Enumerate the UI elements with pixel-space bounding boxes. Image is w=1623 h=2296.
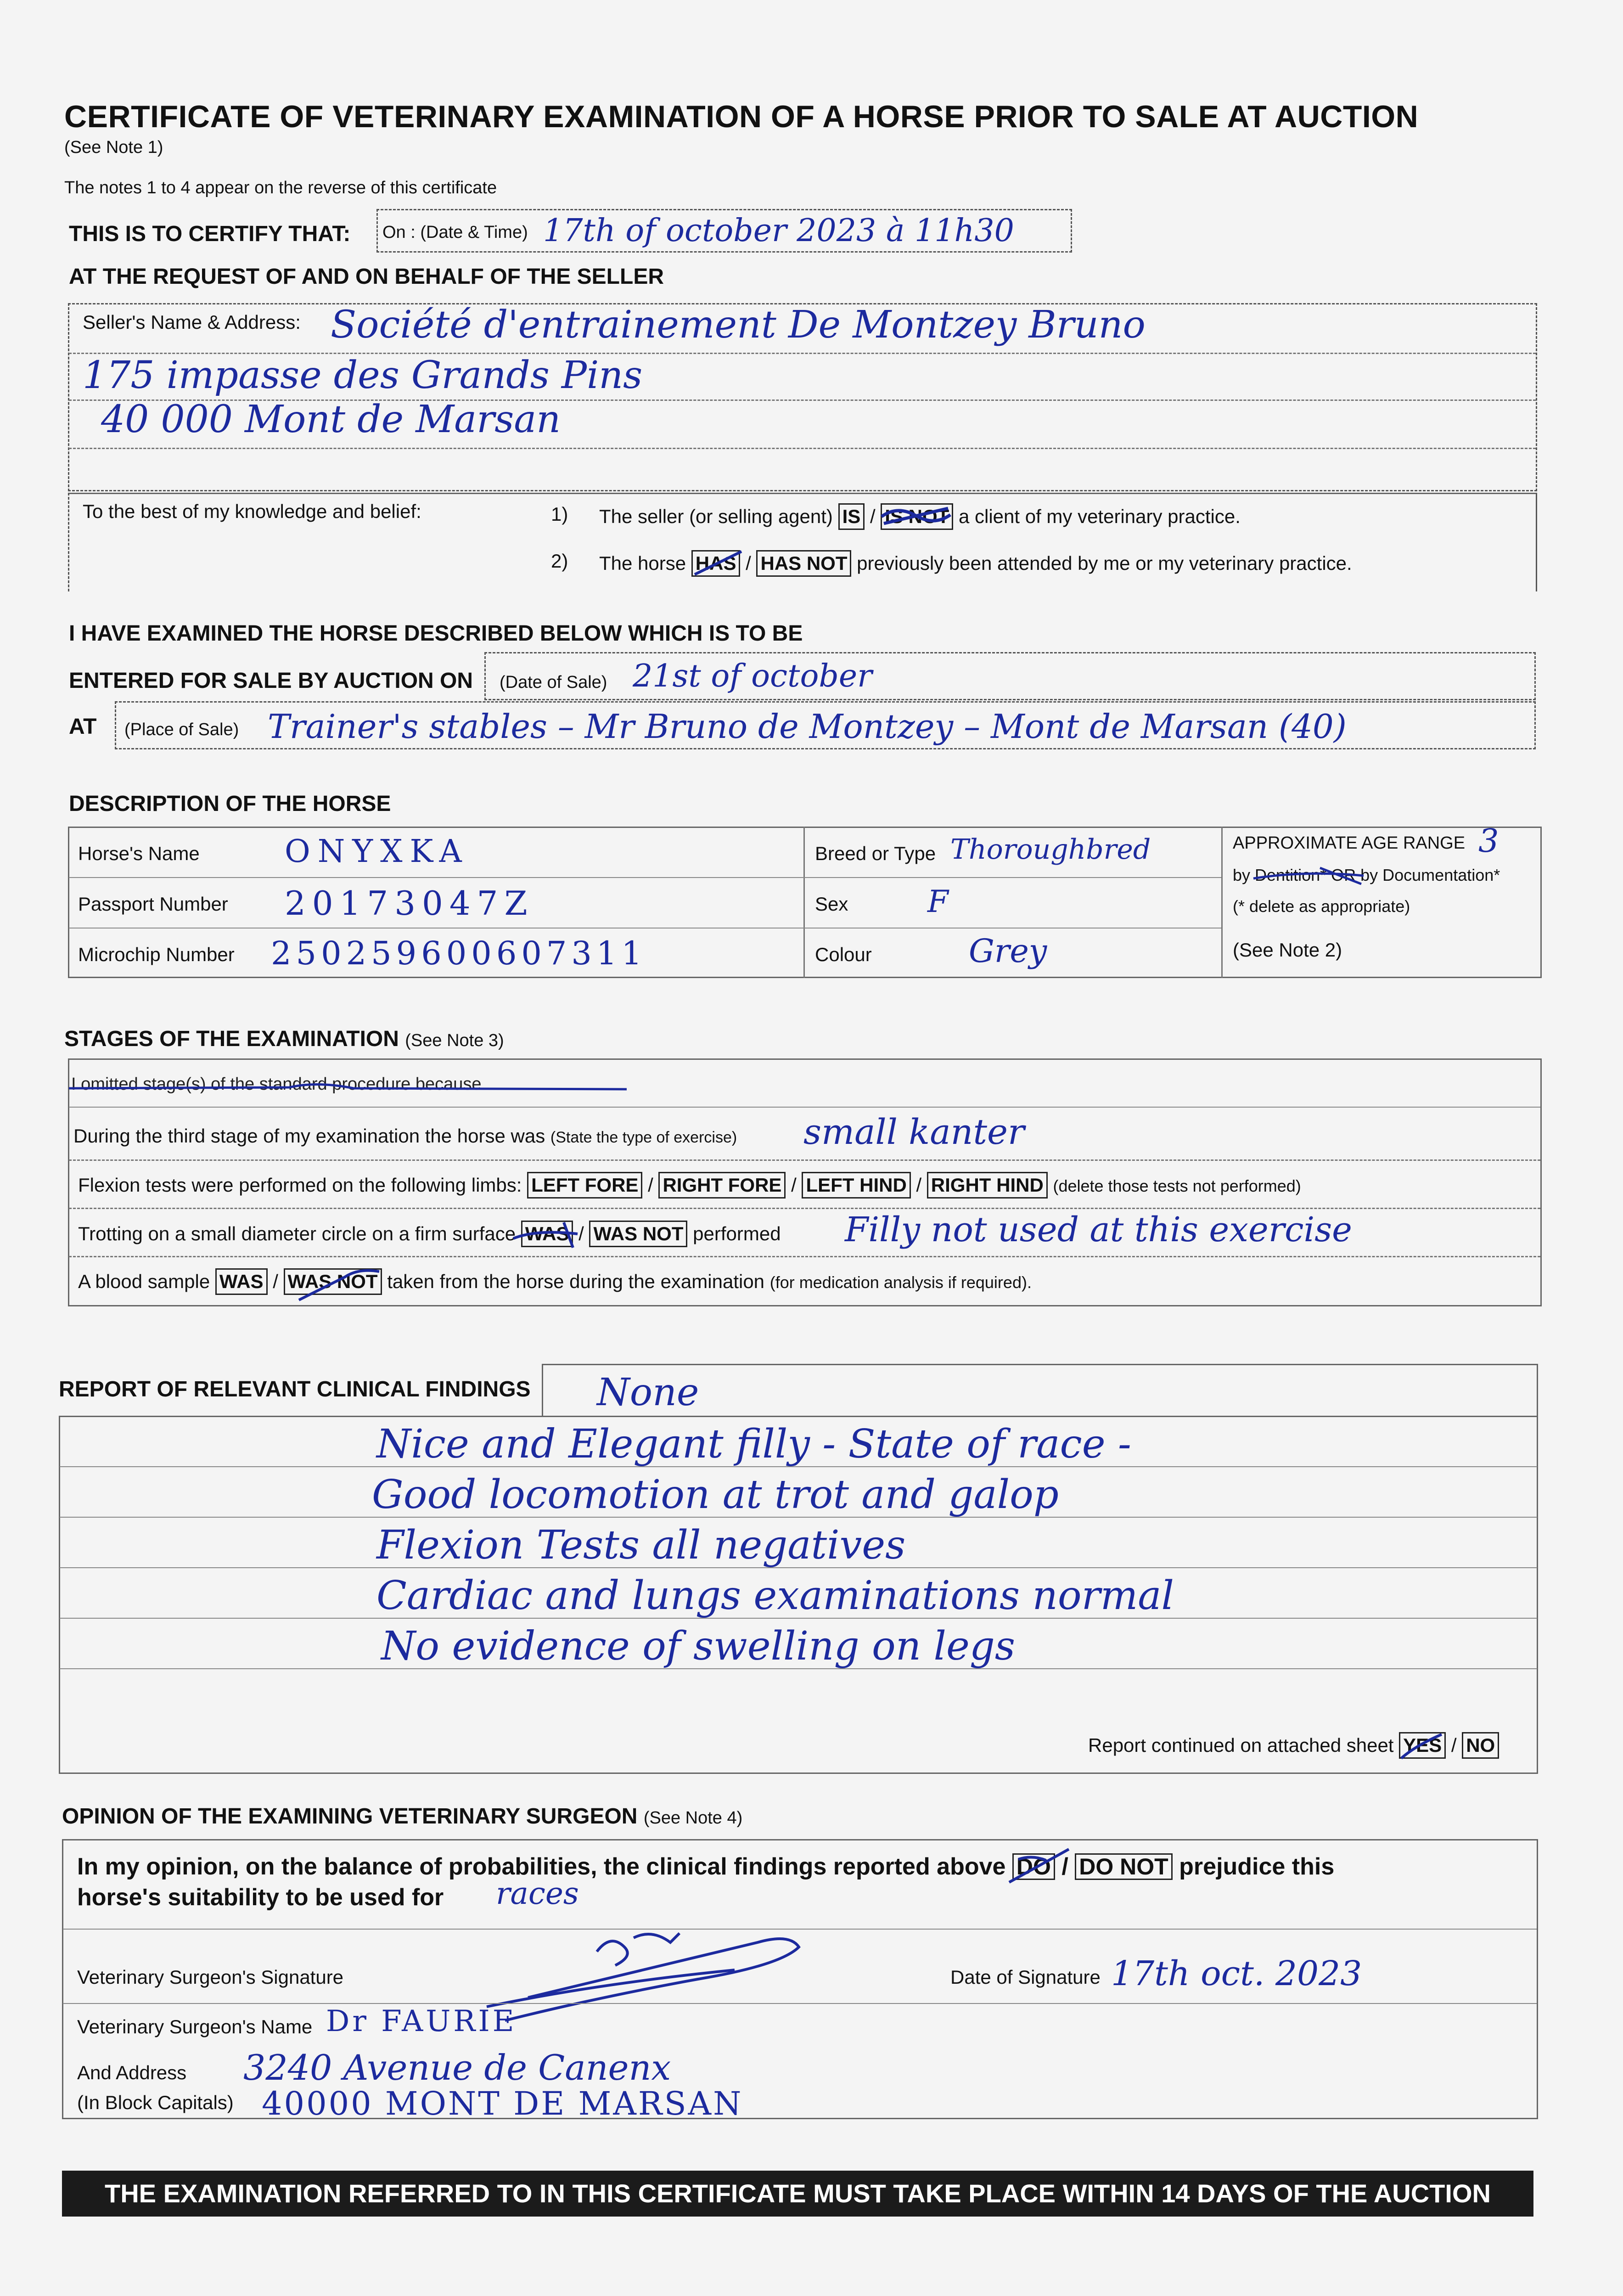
certificate-title: CERTIFICATE OF VETERINARY EXAMINATION OF A HORSE PRIOR TO SALE AT AUCTION bbox=[64, 99, 1419, 134]
blood-was-option[interactable]: WAS bbox=[215, 1268, 268, 1295]
has-option[interactable]: HAS bbox=[691, 550, 741, 577]
flexion-row: Flexion tests were performed on the following limbs: LEFT FORE / RIGHT FORE / LEFT HIND / RIGHT HIND (delete those tests not performed) bbox=[78, 1172, 1301, 1199]
trot-was-not-option[interactable]: WAS NOT bbox=[589, 1221, 687, 1247]
seller-label: Seller's Name & Address: bbox=[83, 311, 301, 333]
blood-row: A blood sample WAS / WAS NOT taken from the horse during the examination (for medication analysis if required). bbox=[78, 1268, 1032, 1295]
strike-icon bbox=[691, 549, 746, 579]
report-line-5: Cardiac and lungs examinations normal bbox=[376, 1573, 1174, 1619]
opinion-text-2: horse's suitability to be used for bbox=[77, 1884, 444, 1911]
see-note-1: (See Note 1) bbox=[64, 138, 163, 157]
age-range-value: 3 bbox=[1478, 822, 1499, 860]
do-not-option[interactable]: DO NOT bbox=[1075, 1853, 1172, 1880]
notes-line: The notes 1 to 4 appear on the reverse of this certificate bbox=[64, 178, 497, 197]
address-line-2: 40000 MONT DE MARSAN bbox=[262, 2085, 743, 2122]
sale-place-label: (Place of Sale) bbox=[124, 720, 239, 739]
report-line-6: No evidence of swelling on legs bbox=[381, 1623, 1016, 1669]
age-range-label: APPROXIMATE AGE RANGE bbox=[1233, 833, 1466, 853]
third-stage-value: small kanter bbox=[803, 1111, 1025, 1152]
strike-icon bbox=[1005, 1846, 1073, 1887]
strike-icon bbox=[1398, 1732, 1443, 1761]
breed-label: Breed or Type bbox=[815, 843, 936, 864]
age-see-note: (See Note 2) bbox=[1233, 939, 1342, 961]
breed-value: Thoroughbred bbox=[950, 833, 1151, 866]
report-continued-row: Report continued on attached sheet YES / NO bbox=[1088, 1732, 1499, 1759]
microchip-label: Microchip Number bbox=[78, 944, 235, 965]
q1-row: The seller (or selling agent) IS / IS NOT a client of my veterinary practice. bbox=[599, 503, 1241, 530]
opinion-use-value: races bbox=[496, 1876, 579, 1911]
on-date-label: On : (Date & Time) bbox=[382, 223, 528, 242]
right-fore-option[interactable]: RIGHT FORE bbox=[658, 1172, 786, 1199]
description-heading: DESCRIPTION OF THE HORSE bbox=[69, 792, 391, 816]
scribble-strike-icon bbox=[879, 503, 953, 530]
third-stage-label: During the third stage of my examination the horse was (State the type of exercise) bbox=[73, 1125, 737, 1147]
blood-was-not-option[interactable]: WAS NOT bbox=[284, 1268, 382, 1295]
knowledge-label: To the best of my knowledge and belief: bbox=[83, 501, 421, 522]
surgeon-name-label: Veterinary Surgeon's Name bbox=[77, 2016, 313, 2037]
sale-place-field[interactable] bbox=[115, 701, 1536, 749]
sale-place-value: Trainer's stables – Mr Bruno de Montzey – Mont de Marsan (40) bbox=[268, 707, 1347, 746]
sex-label: Sex bbox=[815, 893, 848, 915]
age-delete-note: (* delete as appropriate) bbox=[1233, 897, 1410, 916]
is-not-option[interactable]: IS NOT bbox=[881, 503, 953, 530]
has-not-option[interactable]: HAS NOT bbox=[756, 550, 851, 577]
is-option[interactable]: IS bbox=[838, 503, 865, 530]
report-line-3: Good locomotion at trot and galop bbox=[372, 1472, 1059, 1518]
block-capitals-label: (In Block Capitals) bbox=[77, 2092, 234, 2113]
report-line-1: None bbox=[597, 1371, 699, 1414]
age-by: by Dentition* OR by Documentation* bbox=[1233, 866, 1500, 885]
passport-value: 20173047Z bbox=[285, 884, 534, 923]
continued-no-option[interactable]: NO bbox=[1462, 1732, 1499, 1759]
q2-number: 2) bbox=[551, 550, 568, 572]
sale-date-field[interactable] bbox=[484, 652, 1536, 700]
exam-date-value: 17th of october 2023 à 11h30 bbox=[543, 213, 1014, 249]
trot-was-option[interactable]: WAS bbox=[521, 1221, 573, 1247]
opinion-text-1: In my opinion, on the balance of probabilities, the clinical findings reported above DO / DO NOT prejudice this bbox=[77, 1853, 1334, 1880]
seller-line-3: 40 000 Mont de Marsan bbox=[101, 398, 561, 441]
certify-label: THIS IS TO CERTIFY THAT: bbox=[69, 222, 351, 246]
left-fore-option[interactable]: LEFT FORE bbox=[527, 1172, 642, 1199]
horse-name-value: ONYXKA bbox=[285, 833, 469, 870]
exam-date-field[interactable] bbox=[376, 209, 1072, 253]
strike-icon bbox=[509, 1220, 582, 1250]
opinion-heading: OPINION OF THE EXAMINING VETERINARY SURGEON (See Note 4) bbox=[62, 1804, 743, 1829]
sale-date-value: 21st of october bbox=[633, 658, 872, 694]
request-heading: AT THE REQUEST OF AND ON BEHALF OF THE SELLER bbox=[69, 264, 664, 289]
sex-value: F bbox=[927, 884, 949, 919]
horse-name-label: Horse's Name bbox=[78, 843, 200, 864]
left-hind-option[interactable]: LEFT HIND bbox=[802, 1172, 910, 1199]
entered-heading: ENTERED FOR SALE BY AUCTION ON bbox=[69, 669, 473, 693]
address-line-1: 3240 Avenue de Canenx bbox=[243, 2047, 671, 2088]
strike-icon bbox=[69, 1078, 629, 1097]
microchip-value: 250259600607311 bbox=[271, 934, 647, 972]
passport-label: Passport Number bbox=[78, 893, 228, 915]
limited-stage-line: I omitted stage(s) of the standard procedure because bbox=[71, 1075, 482, 1094]
colour-value: Grey bbox=[969, 932, 1047, 970]
q1-number: 1) bbox=[551, 503, 568, 525]
signature-label: Veterinary Surgeon's Signature bbox=[77, 1966, 344, 1988]
trotting-value: Filly not used at this exercise bbox=[845, 1210, 1352, 1249]
examined-heading: I HAVE EXAMINED THE HORSE DESCRIBED BELOW WHICH IS TO BE bbox=[69, 621, 803, 646]
address-label: And Address bbox=[77, 2062, 187, 2083]
continued-yes-option[interactable]: YES bbox=[1399, 1732, 1446, 1759]
seller-line-1: Société d'entrainement De Montzey Bruno bbox=[331, 303, 1146, 347]
footer-banner: THE EXAMINATION REFERRED TO IN THIS CERTIFICATE MUST TAKE PLACE WITHIN 14 DAYS OF THE AUCTION bbox=[62, 2171, 1533, 2217]
report-line-4: Flexion Tests all negatives bbox=[376, 1522, 906, 1568]
trotting-row: Trotting on a small diameter circle on a firm surface WAS / WAS NOT performed bbox=[78, 1221, 781, 1247]
signature-date-value: 17th oct. 2023 bbox=[1111, 1954, 1362, 1993]
stages-heading: STAGES OF THE EXAMINATION (See Note 3) bbox=[64, 1027, 504, 1051]
sale-date-label: (Date of Sale) bbox=[500, 673, 607, 692]
at-label: AT bbox=[69, 715, 97, 739]
report-line-2: Nice and Elegant filly - State of race - bbox=[376, 1421, 1131, 1467]
seller-line-2: 175 impasse des Grands Pins bbox=[83, 354, 643, 397]
strike-icon bbox=[1251, 866, 1366, 889]
do-option[interactable]: DO bbox=[1012, 1853, 1055, 1880]
q2-row: The horse HAS / HAS NOT previously been attended by me or my veterinary practice. bbox=[599, 550, 1352, 577]
colour-label: Colour bbox=[815, 944, 872, 965]
signature-date-label: Date of Signature bbox=[950, 1966, 1101, 1988]
right-hind-option[interactable]: RIGHT HIND bbox=[927, 1172, 1048, 1199]
surgeon-name-value: Dr FAURIE bbox=[326, 2004, 517, 2038]
strike-icon bbox=[290, 1263, 382, 1305]
report-heading: REPORT OF RELEVANT CLINICAL FINDINGS bbox=[59, 1377, 531, 1401]
